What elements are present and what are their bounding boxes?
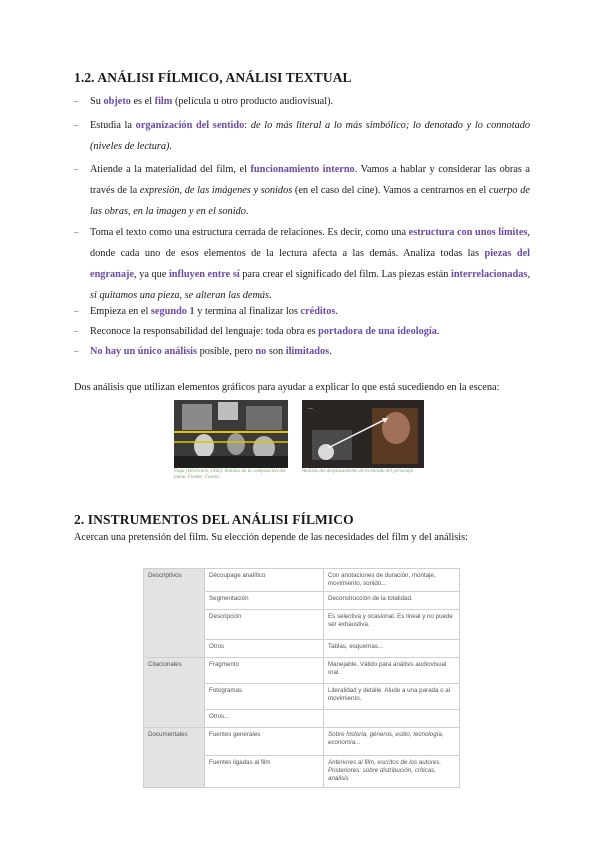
table-cell-description: Sobre historia, géneros, estilo, tecnología, economía...: [324, 728, 460, 756]
bullet-text: , donde cada uno de esos elementos de la lectura afecta a las demás. Analiza todas las: [90, 227, 530, 259]
table-row: [144, 610, 460, 640]
section-heading-1: 1.2. ANÁLISI FÍLMICO, ANÁLISI TEXTUAL: [74, 70, 352, 85]
bullet-text: son: [266, 346, 286, 357]
bullet-text: .: [245, 206, 249, 217]
bullet-italic: expresión, de las imágenes y sonidos: [139, 185, 293, 196]
keyword: segundo 1: [150, 306, 195, 317]
table-cell-instrument: Otros: [205, 640, 324, 658]
bullet-text: posible, pero: [197, 346, 256, 357]
table-cell-description: Literalidad y detalle. Alude a una parada o al movimiento.: [324, 684, 460, 710]
bullet-text: Estudia la: [90, 120, 136, 131]
keyword: influyen entre sí: [168, 269, 240, 280]
table-cell-category: [144, 684, 205, 710]
table-row: [144, 640, 460, 658]
table-cell-category: Documentales: [144, 728, 205, 756]
table-cell-category: [144, 592, 205, 610]
film-still-left: [174, 400, 288, 468]
keyword: portadora de una ideología: [318, 326, 437, 337]
bullet-text: y termina al finalizar los: [194, 306, 301, 317]
bullet-text: .: [329, 346, 332, 357]
dash-icon: –: [74, 164, 79, 174]
table-cell-instrument: Fuentes ligadas al film: [205, 756, 324, 788]
table-cell-instrument: Découpage analítico: [205, 569, 324, 592]
section-heading-2: 2. INSTRUMENTOS DEL ANÁLISI FÍLMICO: [74, 512, 354, 527]
bullet-text: es el: [130, 96, 155, 107]
dash-icon: –: [74, 120, 79, 130]
bullet-item: [74, 341, 530, 362]
table-cell-instrument: Fragmento: [205, 658, 324, 684]
table-cell-description: Deconstrucción de la totalidad.: [324, 592, 460, 610]
table-cell-description: [324, 710, 460, 728]
table-row: [144, 658, 460, 684]
table-cell-instrument: Fuentes generales: [205, 728, 324, 756]
table-cell-category: [144, 756, 205, 788]
table-cell-description: Es selectiva y ocasional. Es lineal y no puede ser exhaustiva.: [324, 610, 460, 640]
table-cell-instrument: Otros...: [205, 710, 324, 728]
keyword: No hay un único análisis: [90, 346, 198, 357]
bullet-item: [74, 301, 530, 322]
bullet-text: Empieza en el: [90, 306, 151, 317]
bullet-item: [74, 222, 531, 306]
keyword: organización del sentido: [135, 120, 245, 131]
table-cell-instrument: Descripción: [205, 610, 324, 640]
caption-left: Fuga (Hitchcock, 1942). Análisis de la composición del plano. Fuente: Casetti.: [174, 469, 286, 480]
svg-text:—: —: [308, 406, 313, 412]
table-row: [144, 684, 460, 710]
table-cell-category: [144, 640, 205, 658]
bullet-text: .: [335, 306, 338, 317]
dash-icon: –: [74, 346, 79, 356]
bullet-text: para crear el significado del film. Las piezas están: [239, 269, 451, 280]
bullet-text: .: [269, 290, 272, 301]
table-cell-category: Citacionales: [144, 658, 205, 684]
bullet-text: Su: [90, 96, 104, 107]
bullet-text: :: [244, 120, 251, 131]
table-row: [144, 756, 460, 788]
keyword: interrelacionadas: [450, 269, 528, 280]
keyword: film: [154, 96, 173, 107]
bullet-item: [74, 159, 530, 222]
table-cell-category: Descriptivos: [144, 569, 205, 592]
table-cell-instrument: Fotogramas: [205, 684, 324, 710]
film-still-right-graphic: [302, 400, 424, 468]
table-cell-description: Anteriores al film, escritos de los autores. Posteriores: sobre distribución, críticas, análisis: [324, 756, 460, 788]
bullet-text: ,: [527, 269, 531, 280]
bullet-item: [74, 321, 530, 342]
table-row: [144, 569, 460, 592]
bullet-text: , ya que: [134, 269, 169, 280]
table-cell-description: Tablas, esquemas...: [324, 640, 460, 658]
keyword: funcionamiento interno: [250, 164, 355, 175]
keyword: objeto: [103, 96, 131, 107]
film-still-left-graphic: [174, 400, 288, 468]
bullet-italic: si quitamos una pieza, se alteran las demás: [90, 290, 270, 301]
bullet-text: (en el caso del cine). Vamos a centrarnos en el: [292, 185, 489, 196]
dash-icon: –: [74, 227, 79, 237]
film-still-right: [302, 400, 424, 468]
bullet-italic: de lo más literal a lo más simbólico; lo denotado y lo connotado (niveles de lectura).: [90, 120, 531, 152]
table-row: [144, 710, 460, 728]
table-row: [144, 728, 460, 756]
bullet-text: Reconoce la responsabilidad del lenguaje: toda obra es: [90, 326, 319, 337]
keyword: créditos: [300, 306, 336, 317]
dash-icon: –: [74, 306, 79, 316]
caption-right: Análisis del desplazamiento de la mirada del personaje.: [302, 469, 415, 474]
table-cell-category: [144, 710, 205, 728]
section2-intro: Acercan una pretensión del film. Su elección depende de las necesidades del film y del análisis:: [74, 532, 469, 543]
table-row: [144, 592, 460, 610]
keyword: ilimitados: [285, 346, 330, 357]
dash-icon: –: [74, 326, 79, 336]
bullet-text: Atiende a la materialidad del film, el: [90, 164, 251, 175]
bullet-text: (película u otro producto audiovisual).: [172, 96, 334, 107]
keyword: estructura con unos límites: [408, 227, 528, 238]
table-cell-instrument: Segmentación: [205, 592, 324, 610]
dash-icon: –: [74, 96, 79, 106]
keyword: piezas del engranaje: [90, 248, 531, 280]
bullet-item: [74, 115, 531, 157]
bullet-item: [74, 91, 530, 112]
bullet-text: .: [436, 326, 440, 337]
table-cell-description: Con anotaciones de duración, montaje, movimiento, sonido...: [324, 569, 460, 592]
keyword: no: [255, 346, 267, 357]
table-cell-category: [144, 610, 205, 640]
instruments-table: [143, 568, 460, 788]
bullet-text: . Vamos a hablar y considerar las obras a través de la: [90, 164, 530, 196]
bullet-text: Toma el texto como una estructura cerrada de relaciones. Es decir, como una: [90, 227, 409, 238]
images-intro: Dos análisis que utilizan elementos gráficos para ayudar a explicar lo que está sucediendo en la escena:: [74, 382, 500, 393]
bullet-italic: cuerpo de las obras, en la imagen y en el sonido: [90, 185, 530, 217]
table-cell-description: Manejable. Válido para análisis audiovisual oral.: [324, 658, 460, 684]
